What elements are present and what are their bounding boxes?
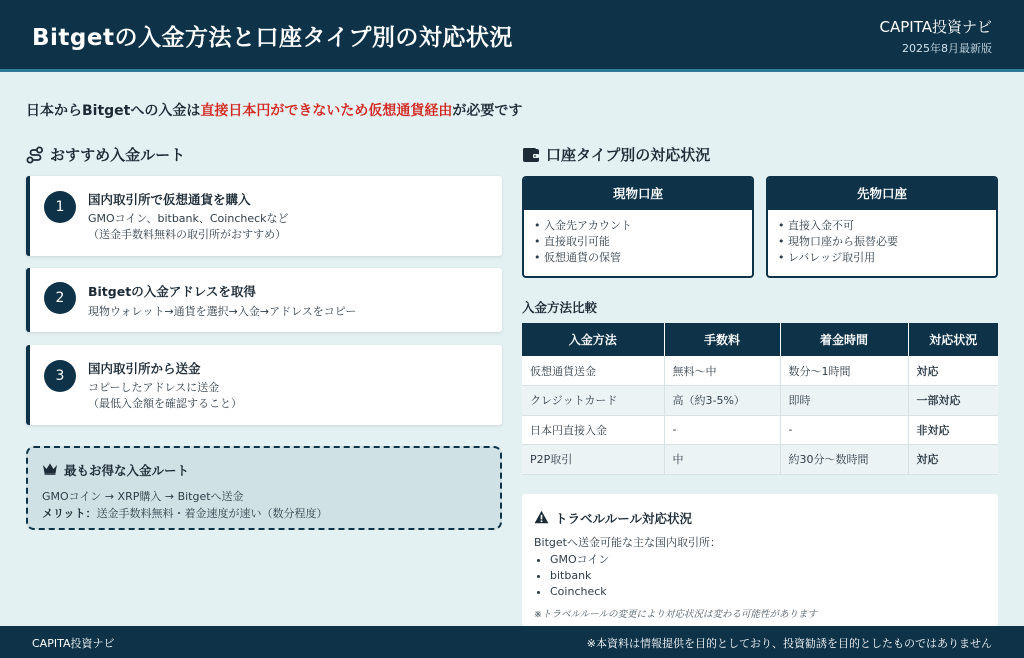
step-detail: 現物ウォレット→通貨を選択→入金→アドレスをコピー (88, 305, 357, 318)
accounts-title: 口座タイプ別の対応状況 (546, 146, 711, 164)
list-item: • 仮想通貨の保管 (534, 251, 621, 264)
column-header: 着金時間 (780, 323, 908, 356)
travel-rule-card (522, 494, 998, 626)
cell-time: 約30分～数時間 (780, 445, 908, 475)
column-header: 手数料 (664, 323, 780, 356)
cell-time: - (780, 415, 908, 445)
column-header: 対応状況 (908, 323, 998, 356)
brand-name: CAPITA投資ナビ (879, 18, 992, 36)
best-route-title: 最もお得な入金ルート (64, 463, 190, 478)
futures-account-title: 先物口座 (768, 178, 996, 210)
lead-after: が必要です (452, 103, 523, 119)
list-item: • Coincheck (550, 584, 609, 600)
travel-rule-title-row (534, 509, 692, 527)
route-icon (26, 146, 44, 164)
route-section-title (26, 144, 185, 165)
step-detail: （送金手数料無料の取引所がおすすめ） (88, 228, 287, 241)
column-header: 入金方法 (522, 323, 664, 356)
list-item: • 直接入金不可 (778, 219, 854, 232)
list-item: • レバレッジ取引用 (778, 251, 876, 264)
edition-date: 2025年8月最新版 (902, 42, 992, 55)
merit-text: 送金手数料無料・着金速度が速い（数分程度） (96, 507, 328, 520)
wallet-icon (522, 147, 540, 163)
accounts-section-title (522, 144, 710, 165)
table-row (522, 386, 998, 416)
step-detail: GMOコイン、bitbank、Coincheckなど (88, 212, 289, 225)
comparison-table (522, 323, 998, 475)
spot-account-card (522, 176, 754, 278)
spot-account-title: 現物口座 (524, 178, 752, 210)
cell-status: 対応 (908, 445, 998, 475)
cell-method: 仮想通貨送金 (522, 356, 664, 386)
best-route-merit (42, 505, 328, 521)
step-title: 国内取引所で仮想通貨を購入 (88, 192, 251, 207)
step-card-2 (26, 268, 502, 332)
list-item: • bitbank (550, 568, 609, 584)
list-item: • GMOコイン (550, 552, 609, 568)
best-route-path: GMOコイン → XRP購入 → Bitgetへ送金 (42, 490, 244, 503)
list-item: • 直接取引可能 (534, 235, 610, 248)
list-item: • 入金先アカウント (534, 219, 632, 232)
cell-status: 対応 (908, 356, 998, 386)
step-card-3 (26, 345, 502, 425)
travel-rule-subtitle: Bitgetへ送金可能な主な国内取引所： (534, 536, 721, 549)
page-footer (0, 626, 1024, 658)
cell-fee: 無料～中 (664, 356, 780, 386)
lead-before: 日本からBitgetへの入金は (26, 103, 201, 119)
list-item: • 現物口座から振替必要 (778, 235, 898, 248)
step-number: 3 (44, 360, 76, 392)
cell-method: P2P取引 (522, 445, 664, 475)
footer-brand: CAPITA投資ナビ (32, 637, 115, 650)
step-title: Bitgetの入金アドレスを取得 (88, 284, 256, 299)
futures-account-card (766, 176, 998, 278)
merit-label: メリット： (42, 507, 97, 520)
table-row (522, 445, 998, 475)
travel-rule-note: ※トラベルルールの変更により対応状況は変わる可能性があります (534, 609, 818, 620)
cell-fee: - (664, 415, 780, 445)
travel-rule-title: トラベルルール対応状況 (555, 511, 692, 526)
route-title: おすすめ入金ルート (50, 146, 186, 164)
warning-icon (534, 510, 549, 527)
step-detail: （最低入金額を確認すること） (88, 397, 242, 410)
cell-fee: 高（約3-5%） (664, 386, 780, 416)
lead-emphasis: 直接日本円ができないため仮想通貨経由 (200, 103, 453, 119)
cell-time: 即時 (780, 386, 908, 416)
page-title: Bitgetの入金方法と口座タイプ別の対応状況 (32, 25, 513, 51)
best-route-box (26, 446, 502, 530)
page-header (0, 0, 1024, 72)
table-row (522, 415, 998, 445)
table-header-row (522, 323, 998, 356)
step-title: 国内取引所から送金 (88, 361, 201, 376)
lead-text (26, 100, 522, 120)
step-detail: コピーしたアドレスに送金 (88, 381, 220, 394)
step-number: 1 (44, 191, 76, 223)
best-route-title-row (42, 461, 189, 479)
table-row (522, 356, 998, 386)
step-card-1 (26, 176, 502, 256)
cell-method: 日本円直接入金 (522, 415, 664, 445)
cell-time: 数分～1時間 (780, 356, 908, 386)
cell-fee: 中 (664, 445, 780, 475)
comparison-title: 入金方法比較 (522, 300, 598, 315)
footer-disclaimer: ※本資料は情報提供を目的としており、投資勧誘を目的としたものではありません (586, 637, 992, 650)
cell-method: クレジットカード (522, 386, 664, 416)
step-number: 2 (44, 282, 76, 314)
crown-icon (42, 462, 58, 478)
cell-status: 一部対応 (908, 386, 998, 416)
cell-status: 非対応 (908, 415, 998, 445)
